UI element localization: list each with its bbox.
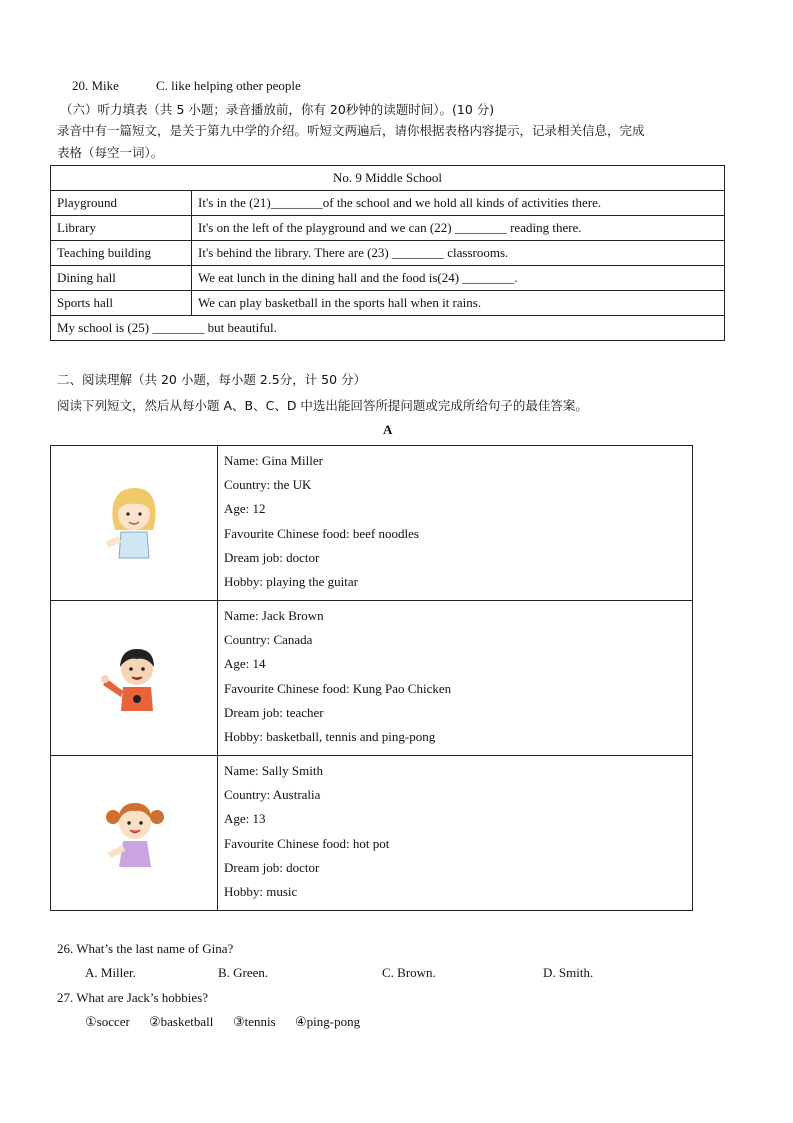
profiles-table: [50, 445, 693, 911]
profile-row: [51, 601, 693, 756]
table-row: [51, 241, 725, 266]
profile-hobby: Hobby: music: [224, 883, 298, 899]
profile-age: Age: 12: [224, 501, 266, 517]
question-27-option-1: ①soccer: [85, 1014, 130, 1029]
girl-blonde-icon: [51, 446, 218, 601]
row-label: Teaching building: [51, 241, 192, 266]
table-row: [51, 191, 725, 216]
row-text: It's on the left of the playground and we can (22) ________ reading there.: [192, 216, 725, 241]
profile-name: Name: Jack Brown: [224, 608, 324, 623]
question-27-option-3: ③tennis: [233, 1014, 276, 1029]
profile-job: Dream job: doctor: [224, 859, 320, 875]
table-row: [51, 266, 725, 291]
profile-job: Dream job: doctor: [224, 549, 320, 565]
row-text: We can play basketball in the sports hall when it rains.: [192, 291, 725, 316]
profile-job: Dream job: teacher: [224, 704, 324, 720]
boy-waving-icon: [51, 601, 218, 756]
section-6-instruction-line1: 录音中有一篇短文，是关于第九中学的介绍。听短文两遍后，请你根据表格内容提示，记录相关信息，完成: [57, 123, 645, 138]
profile-age: Age: 13: [224, 811, 266, 827]
question-26-option-a: A. Miller.: [85, 965, 136, 980]
row-label: Library: [51, 216, 192, 241]
passage-label: A: [383, 422, 393, 437]
question-27-option-4: ④ping-pong: [295, 1014, 361, 1029]
profile-country: Country: Australia: [224, 787, 321, 803]
question-27-option-2: ②basketball: [149, 1014, 214, 1029]
table-row: [51, 216, 725, 241]
profile-name: Name: Gina Miller: [224, 453, 323, 468]
row-text: We eat lunch in the dining hall and the food is(24) ________.: [192, 266, 725, 291]
question-26-stem: 26. What’s the last name of Gina?: [57, 941, 234, 956]
part-2-instruction: 阅读下列短文，然后从每小题 A、B、C、D 中选出能回答所提问题或完成所给句子的最佳答案。: [57, 398, 588, 413]
listening-table: [50, 165, 725, 341]
row-text: It's in the (21)________of the school and we hold all kinds of activities there.: [192, 191, 725, 216]
profile-food: Favourite Chinese food: Kung Pao Chicken: [224, 680, 452, 696]
profile-country: Country: Canada: [224, 632, 313, 648]
profile-row: [51, 446, 693, 601]
question-26-option-b: B. Green.: [218, 965, 269, 980]
profile-row: [51, 756, 693, 911]
table-header: No. 9 Middle School: [51, 166, 725, 191]
profile-food: Favourite Chinese food: hot pot: [224, 835, 390, 851]
row-label: Sports hall: [51, 291, 192, 316]
table-footer: My school is (25) ________ but beautiful.: [51, 316, 725, 341]
profile-name: Name: Sally Smith: [224, 763, 323, 778]
profile-age: Age: 14: [224, 656, 266, 672]
profile-hobby: Hobby: playing the guitar: [224, 573, 358, 589]
girl-pigtails-icon: [51, 756, 218, 911]
question-27-stem: 27. What are Jack’s hobbies?: [57, 990, 209, 1005]
row-text: It's behind the library. There are (23) ________ classrooms.: [192, 241, 725, 266]
table-row: [51, 291, 725, 316]
profile-country: Country: the UK: [224, 477, 312, 493]
section-6-instruction-line2: 表格（每空一词）。: [57, 145, 164, 160]
profile-hobby: Hobby: basketball, tennis and ping-pong: [224, 728, 436, 744]
row-label: Playground: [51, 191, 192, 216]
row-label: Dining hall: [51, 266, 192, 291]
question-20-option: C. like helping other people: [156, 78, 301, 93]
profile-food: Favourite Chinese food: beef noodles: [224, 525, 419, 541]
question-26-option-d: D. Smith.: [543, 965, 594, 980]
part-2-title: 二、阅读理解（共 20 小题，每小题 2.5分，计 50 分）: [57, 372, 367, 387]
question-20-number: 20. Mike: [72, 78, 119, 93]
section-6-title: （六）听力填表（共 5 小题；录音播放前，你有 20秒钟的读题时间）。(10 分): [60, 102, 495, 117]
question-26-option-c: C. Brown.: [382, 965, 436, 980]
